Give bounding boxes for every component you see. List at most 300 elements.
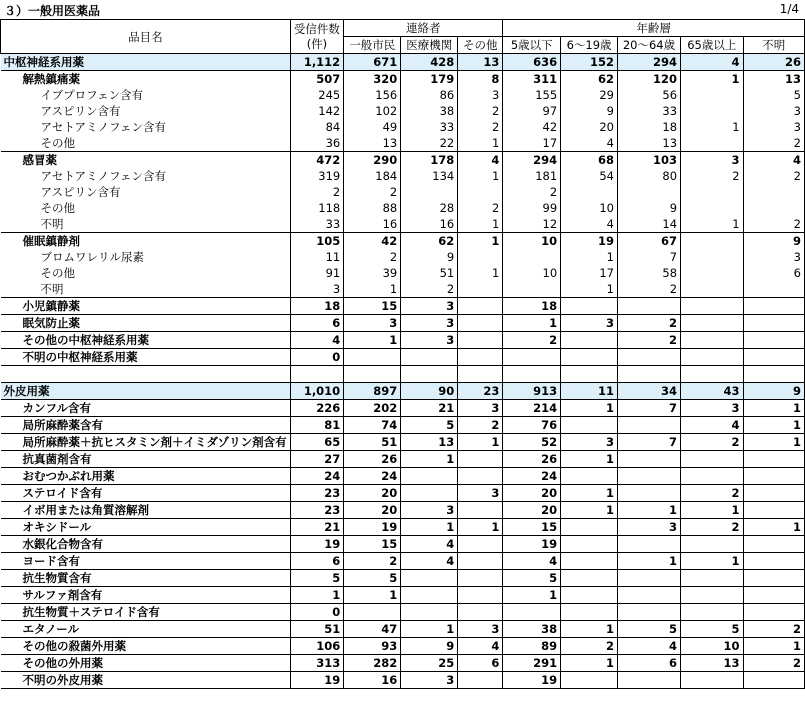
cell-value <box>681 536 743 553</box>
cell-value: 12 <box>503 216 561 233</box>
cell-value: 6 <box>743 265 804 281</box>
cell-value <box>458 536 503 553</box>
cell-value: 507 <box>290 71 344 88</box>
cell-value: 4 <box>458 638 503 655</box>
cell-value: 34 <box>617 383 680 400</box>
cell-value: 245 <box>290 87 344 103</box>
cell-value: 19 <box>290 672 344 689</box>
cell-value: 5 <box>681 621 743 638</box>
cell-value: 3 <box>681 152 743 169</box>
cell-value: 22 <box>401 135 458 152</box>
cell-value: 58 <box>617 265 680 281</box>
cell-value <box>561 587 618 604</box>
cell-value: 47 <box>344 621 401 638</box>
header-age-65plus: 65歳以上 <box>681 37 743 54</box>
cell-value <box>743 587 804 604</box>
table-row <box>1 400 805 417</box>
cell-value: 80 <box>617 168 680 184</box>
cell-value: 2 <box>344 184 401 200</box>
cell-value: 311 <box>503 71 561 88</box>
cell-value <box>290 366 344 383</box>
cell-value <box>561 519 618 536</box>
cell-value: 42 <box>503 119 561 135</box>
cell-value: 2 <box>503 184 561 200</box>
cell-value: 671 <box>344 54 401 71</box>
cell-value: 142 <box>290 103 344 119</box>
cell-value: 291 <box>503 655 561 672</box>
cell-value <box>681 332 743 349</box>
cell-value <box>681 570 743 587</box>
cell-value: 1 <box>458 168 503 184</box>
cell-value: 26 <box>344 451 401 468</box>
cell-value: 1,010 <box>290 383 344 400</box>
cell-value: 2 <box>503 332 561 349</box>
cell-value: 38 <box>401 103 458 119</box>
cell-value <box>401 604 458 621</box>
table-row <box>1 249 805 265</box>
cell-value: 472 <box>290 152 344 169</box>
cell-value: 1 <box>743 417 804 434</box>
cell-value <box>617 604 680 621</box>
table-row <box>1 349 805 366</box>
row-label: 中枢神経系用薬 <box>1 54 291 71</box>
row-label: 抗生物質含有 <box>1 570 291 587</box>
cell-value <box>617 672 680 689</box>
cell-value: 1 <box>561 655 618 672</box>
cell-value: 88 <box>344 200 401 216</box>
cell-value: 84 <box>290 119 344 135</box>
cell-value: 5 <box>503 570 561 587</box>
row-label <box>1 366 291 383</box>
cell-value: 155 <box>503 87 561 103</box>
cell-value: 52 <box>503 434 561 451</box>
cell-value: 2 <box>458 200 503 216</box>
cell-value: 105 <box>290 233 344 250</box>
cell-value: 2 <box>617 281 680 298</box>
cell-value: 2 <box>743 216 804 233</box>
cell-value <box>561 468 618 485</box>
cell-value: 294 <box>617 54 680 71</box>
cell-value: 89 <box>503 638 561 655</box>
cell-value: 23 <box>290 502 344 519</box>
cell-value: 25 <box>401 655 458 672</box>
header-age-group: 年齢層 <box>503 20 805 37</box>
cell-value <box>681 135 743 152</box>
table-row <box>1 451 805 468</box>
cell-value <box>458 604 503 621</box>
cell-value <box>561 604 618 621</box>
table-row <box>1 434 805 451</box>
cell-value: 9 <box>743 383 804 400</box>
cell-value: 1 <box>743 519 804 536</box>
cell-value: 428 <box>401 54 458 71</box>
cell-value <box>743 200 804 216</box>
cell-value <box>401 587 458 604</box>
row-label: オキシドール <box>1 519 291 536</box>
cell-value: 1 <box>458 233 503 250</box>
cell-value: 1 <box>290 587 344 604</box>
cell-value: 2 <box>743 168 804 184</box>
row-label: その他の中枢神経系用薬 <box>1 332 291 349</box>
cell-value: 3 <box>401 672 458 689</box>
cell-value: 3 <box>458 400 503 417</box>
cell-value: 38 <box>503 621 561 638</box>
cell-value: 1 <box>503 587 561 604</box>
cell-value: 1 <box>458 216 503 233</box>
cell-value <box>681 233 743 250</box>
poison-inquiry-table <box>0 19 805 689</box>
cell-value: 4 <box>290 332 344 349</box>
cell-value <box>458 451 503 468</box>
cell-value: 18 <box>617 119 680 135</box>
table-row <box>1 553 805 570</box>
cell-value: 3 <box>401 315 458 332</box>
cell-value: 1 <box>401 451 458 468</box>
cell-value: 2 <box>458 417 503 434</box>
cell-value: 62 <box>401 233 458 250</box>
header-age-unknown: 不明 <box>743 37 804 54</box>
table-row <box>1 119 805 135</box>
cell-value: 2 <box>290 184 344 200</box>
cell-value: 20 <box>503 485 561 502</box>
cell-value <box>743 570 804 587</box>
cell-value <box>617 468 680 485</box>
cell-value <box>743 366 804 383</box>
cell-value: 90 <box>401 383 458 400</box>
cell-value: 3 <box>290 281 344 298</box>
cell-value: 15 <box>344 298 401 315</box>
cell-value: 27 <box>290 451 344 468</box>
header-contact-public: 一般市民 <box>344 37 401 54</box>
cell-value <box>743 672 804 689</box>
cell-value: 5 <box>743 87 804 103</box>
row-label: カンフル含有 <box>1 400 291 417</box>
cell-value: 179 <box>401 71 458 88</box>
cell-value: 33 <box>401 119 458 135</box>
cell-value <box>561 672 618 689</box>
cell-value: 26 <box>743 54 804 71</box>
row-label: その他 <box>1 200 291 216</box>
row-label: 抗真菌剤含有 <box>1 451 291 468</box>
cell-value: 10 <box>561 200 618 216</box>
cell-value <box>458 332 503 349</box>
cell-value <box>743 553 804 570</box>
cell-value: 2 <box>681 519 743 536</box>
table-row <box>1 216 805 233</box>
cell-value <box>681 451 743 468</box>
cell-value <box>681 200 743 216</box>
cell-value <box>458 184 503 200</box>
cell-value <box>401 349 458 366</box>
cell-value: 226 <box>290 400 344 417</box>
cell-value: 5 <box>344 570 401 587</box>
cell-value: 5 <box>401 417 458 434</box>
cell-value: 33 <box>617 103 680 119</box>
cell-value: 636 <box>503 54 561 71</box>
cell-value: 9 <box>561 103 618 119</box>
cell-value: 65 <box>290 434 344 451</box>
cell-value: 3 <box>561 434 618 451</box>
header-age-6-19: 6～19歳 <box>561 37 618 54</box>
row-label: その他の殺菌外用薬 <box>1 638 291 655</box>
cell-value: 18 <box>503 298 561 315</box>
cell-value <box>458 315 503 332</box>
cell-value: 9 <box>401 249 458 265</box>
row-label: 不明の中枢神経系用薬 <box>1 349 291 366</box>
cell-value <box>458 553 503 570</box>
row-label: イブプロフェン含有 <box>1 87 291 103</box>
cell-value: 4 <box>743 152 804 169</box>
table-row <box>1 265 805 281</box>
row-label: 外皮用薬 <box>1 383 291 400</box>
table-row <box>1 233 805 250</box>
cell-value: 1 <box>344 281 401 298</box>
cell-value: 21 <box>401 400 458 417</box>
cell-value: 1 <box>743 638 804 655</box>
cell-value: 7 <box>617 400 680 417</box>
cell-value: 3 <box>681 400 743 417</box>
table-row <box>1 604 805 621</box>
cell-value: 3 <box>401 332 458 349</box>
cell-value: 1,112 <box>290 54 344 71</box>
cell-value <box>503 366 561 383</box>
cell-value: 2 <box>561 638 618 655</box>
table-row <box>1 672 805 689</box>
cell-value <box>681 281 743 298</box>
cell-value: 28 <box>401 200 458 216</box>
cell-value: 2 <box>344 553 401 570</box>
cell-value: 20 <box>344 485 401 502</box>
cell-value: 20 <box>344 502 401 519</box>
cell-value <box>681 315 743 332</box>
cell-value: 19 <box>290 536 344 553</box>
row-label: 解熱鎮痛薬 <box>1 71 291 88</box>
cell-value: 4 <box>458 152 503 169</box>
cell-value <box>617 570 680 587</box>
cell-value: 10 <box>503 233 561 250</box>
cell-value: 181 <box>503 168 561 184</box>
cell-value: 9 <box>401 638 458 655</box>
cell-value: 103 <box>617 152 680 169</box>
cell-value: 0 <box>290 349 344 366</box>
cell-value <box>617 587 680 604</box>
cell-value <box>561 570 618 587</box>
cell-value: 56 <box>617 87 680 103</box>
table-row <box>1 281 805 298</box>
cell-value: 1 <box>681 553 743 570</box>
cell-value: 51 <box>401 265 458 281</box>
cell-value <box>743 451 804 468</box>
cell-value: 2 <box>743 135 804 152</box>
table-row <box>1 621 805 638</box>
cell-value: 6 <box>290 553 344 570</box>
cell-value: 1 <box>681 502 743 519</box>
cell-value: 1 <box>561 502 618 519</box>
cell-value <box>681 103 743 119</box>
cell-value: 16 <box>344 672 401 689</box>
cell-value <box>743 332 804 349</box>
cell-value: 1 <box>561 400 618 417</box>
cell-value: 1 <box>561 485 618 502</box>
cell-value: 42 <box>344 233 401 250</box>
cell-value: 26 <box>503 451 561 468</box>
table-row <box>1 71 805 88</box>
cell-value: 13 <box>401 434 458 451</box>
cell-value <box>681 587 743 604</box>
cell-value <box>617 451 680 468</box>
cell-value: 1 <box>344 587 401 604</box>
cell-value: 8 <box>458 71 503 88</box>
cell-value: 134 <box>401 168 458 184</box>
cell-value: 3 <box>743 103 804 119</box>
cell-value <box>401 570 458 587</box>
cell-value: 19 <box>503 536 561 553</box>
row-label: サルファ剤含有 <box>1 587 291 604</box>
row-label: アセトアミノフェン含有 <box>1 168 291 184</box>
cell-value: 2 <box>681 485 743 502</box>
cell-value <box>503 281 561 298</box>
table-row <box>1 184 805 200</box>
table-row <box>1 87 805 103</box>
cell-value: 13 <box>743 71 804 88</box>
cell-value: 7 <box>617 249 680 265</box>
header-item-name: 品目名 <box>1 20 291 54</box>
cell-value: 6 <box>458 655 503 672</box>
cell-value: 19 <box>561 233 618 250</box>
cell-value <box>743 502 804 519</box>
cell-value <box>743 349 804 366</box>
cell-value: 2 <box>681 434 743 451</box>
cell-value: 11 <box>561 383 618 400</box>
table-body <box>1 54 805 689</box>
table-row <box>1 417 805 434</box>
row-label: その他 <box>1 265 291 281</box>
cell-value: 1 <box>401 519 458 536</box>
row-label: エタノール <box>1 621 291 638</box>
cell-value <box>681 298 743 315</box>
cell-value: 86 <box>401 87 458 103</box>
table-row <box>1 135 805 152</box>
cell-value: 51 <box>344 434 401 451</box>
cell-value: 897 <box>344 383 401 400</box>
cell-value <box>617 184 680 200</box>
cell-value: 10 <box>503 265 561 281</box>
cell-value: 3 <box>561 315 618 332</box>
cell-value: 1 <box>681 119 743 135</box>
cell-value <box>561 417 618 434</box>
cell-value: 0 <box>290 604 344 621</box>
table-row <box>1 638 805 655</box>
cell-value: 9 <box>743 233 804 250</box>
cell-value: 3 <box>743 249 804 265</box>
cell-value: 2 <box>617 315 680 332</box>
page-indicator: 1/4 <box>779 2 799 16</box>
table-row <box>1 570 805 587</box>
cell-value: 17 <box>561 265 618 281</box>
cell-value: 24 <box>503 468 561 485</box>
section-title: ３）一般用医薬品 <box>4 4 101 18</box>
cell-value: 178 <box>401 152 458 169</box>
cell-value: 5 <box>290 570 344 587</box>
cell-value: 202 <box>344 400 401 417</box>
cell-value <box>458 672 503 689</box>
row-label: 不明の外皮用薬 <box>1 672 291 689</box>
cell-value: 1 <box>344 332 401 349</box>
cell-value: 97 <box>503 103 561 119</box>
cell-value <box>681 604 743 621</box>
cell-value: 23 <box>458 383 503 400</box>
cell-value: 54 <box>561 168 618 184</box>
cell-value: 29 <box>561 87 618 103</box>
table-row <box>1 332 805 349</box>
header-age-20-64: 20～64歳 <box>617 37 680 54</box>
header-age-0-5: 5歳以下 <box>503 37 561 54</box>
cell-value: 1 <box>617 502 680 519</box>
cell-value <box>561 184 618 200</box>
cell-value: 5 <box>617 621 680 638</box>
row-label: 催眠鎮静剤 <box>1 233 291 250</box>
cell-value <box>503 349 561 366</box>
row-label: 不明 <box>1 216 291 233</box>
cell-value <box>617 349 680 366</box>
cell-value: 36 <box>290 135 344 152</box>
row-label: おむつかぶれ用薬 <box>1 468 291 485</box>
row-label: アセトアミノフェン含有 <box>1 119 291 135</box>
row-label: 感冒薬 <box>1 152 291 169</box>
cell-value <box>561 349 618 366</box>
cell-value: 21 <box>290 519 344 536</box>
cell-value: 1 <box>401 621 458 638</box>
cell-value <box>681 468 743 485</box>
cell-value <box>743 184 804 200</box>
table-row <box>1 168 805 184</box>
cell-value: 102 <box>344 103 401 119</box>
cell-value: 3 <box>458 87 503 103</box>
cell-value: 1 <box>458 135 503 152</box>
row-label: アスピリン含有 <box>1 103 291 119</box>
row-label: 水銀化合物含有 <box>1 536 291 553</box>
cell-value <box>458 298 503 315</box>
table-row <box>1 298 805 315</box>
cell-value: 320 <box>344 71 401 88</box>
cell-value <box>743 281 804 298</box>
cell-value <box>617 366 680 383</box>
cell-value: 3 <box>458 485 503 502</box>
cell-value <box>617 536 680 553</box>
row-label: ブロムワレリル尿素 <box>1 249 291 265</box>
cell-value: 3 <box>401 502 458 519</box>
cell-value <box>458 249 503 265</box>
cell-value <box>743 468 804 485</box>
cell-value <box>617 298 680 315</box>
cell-value <box>401 468 458 485</box>
cell-value: 156 <box>344 87 401 103</box>
cell-value: 313 <box>290 655 344 672</box>
cell-value: 20 <box>503 502 561 519</box>
header-contact-group: 連絡者 <box>344 20 503 37</box>
cell-value: 282 <box>344 655 401 672</box>
cell-value <box>561 536 618 553</box>
cell-value <box>681 184 743 200</box>
cell-value: 20 <box>561 119 618 135</box>
cell-value: 2 <box>681 168 743 184</box>
cell-value: 24 <box>344 468 401 485</box>
cell-value: 1 <box>458 519 503 536</box>
row-label: 抗生物質＋ステロイド含有 <box>1 604 291 621</box>
cell-value: 91 <box>290 265 344 281</box>
cell-value: 16 <box>401 216 458 233</box>
cell-value <box>503 249 561 265</box>
